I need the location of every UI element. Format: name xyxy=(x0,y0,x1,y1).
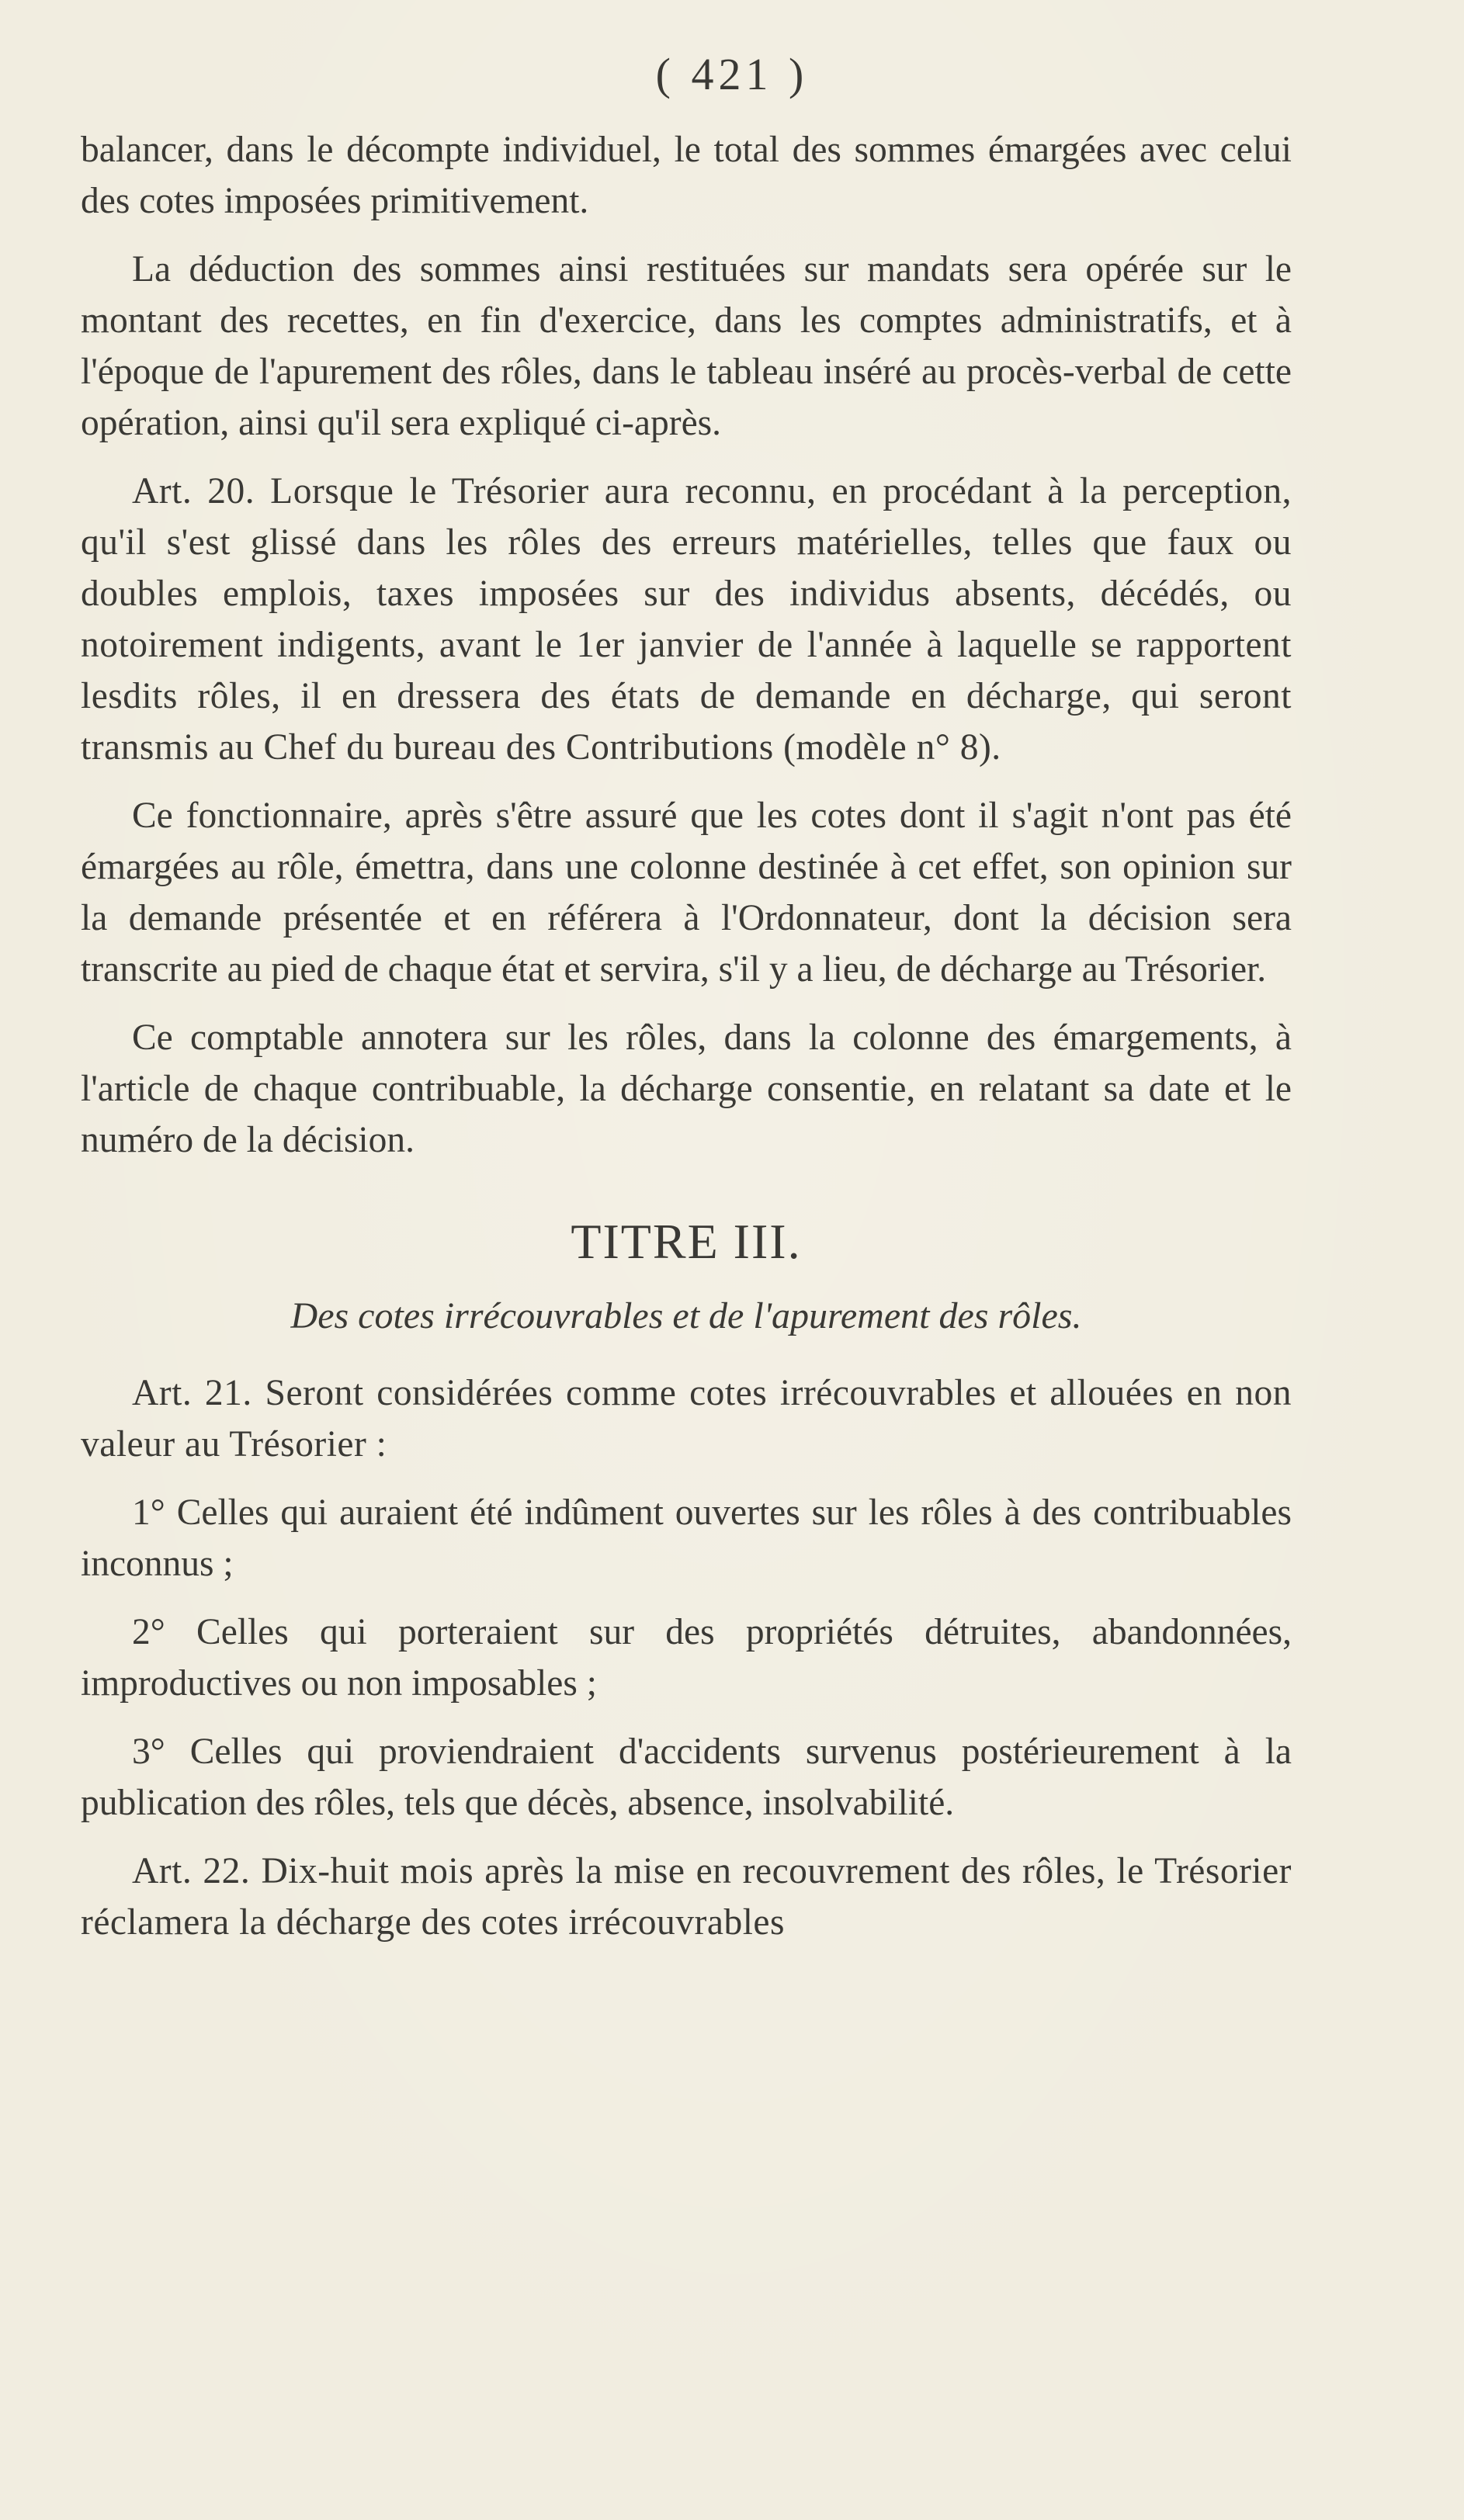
paragraph-deduction: La déduction des sommes ainsi restituées sur mandats sera opérée sur le montant des recettes, en fin d'exercice, dans les comptes administratifs, et à l'époque de l'apurement des rôles, dans le tableau inséré au procès-verbal de cette opération, ainsi qu'il sera expliqué ci-après. xyxy=(81,249,1292,443)
section-subtitle: Des cotes irrécouvrables et de l'apurement des rôles. xyxy=(290,1295,1082,1336)
page-number: ( 421 ) xyxy=(655,49,809,99)
list-item-2: 2° Celles qui porteraient sur des propriétés détruites, abandonnées, improductives ou non imposables ; xyxy=(81,1612,1292,1704)
list-item-1: 1° Celles qui auraient été indûment ouvertes sur les rôles à des contribuables inconnus ; xyxy=(81,1492,1292,1584)
paragraph-art-21: Art. 21. Seront considérées comme cotes irrécouvrables et allouées en non valeur au Trésorier : xyxy=(81,1373,1292,1465)
paragraph-continuation: balancer, dans le décompte individuel, le total des sommes émargées avec celui des cotes imposées primitivement. xyxy=(81,130,1292,221)
text-body xyxy=(81,124,1292,1948)
paragraph-art-22: Art. 22. Dix-huit mois après la mise en recouvrement des rôles, le Trésorier réclamera la décharge des cotes irrécouvrables xyxy=(81,1851,1292,1943)
list-item-3: 3° Celles qui proviendraient d'accidents survenus postérieurement à la publication des rôles, tels que décès, absence, insolvabilité. xyxy=(81,1731,1292,1823)
section-title: TITRE III. xyxy=(571,1214,802,1269)
paragraph-comptable: Ce comptable annotera sur les rôles, dans la colonne des émargements, à l'article de chaque contribuable, la décharge consentie, en relatant sa date et le numéro de la décision. xyxy=(81,1017,1292,1160)
paragraph-fonctionnaire: Ce fonctionnaire, après s'être assuré que les cotes dont il s'agit n'ont pas été émargées au rôle, émettra, dans une colonne destinée à cet effet, son opinion sur la demande présentée et en référera à l'Ordonnateur, dont la décision sera transcrite au pied de chaque état et servira, s'il y a lieu, de décharge au Trésorier. xyxy=(81,796,1292,990)
paragraph-art-20: Art. 20. Lorsque le Trésorier aura reconnu, en procédant à la perception, qu'il s'est glissé dans les rôles des erreurs matérielles, telles que faux ou doubles emplois, taxes imposées sur des individus absents, décédés, ou notoirement indigents, avant le 1er janvier de l'année à laquelle se rapportent lesdits rôles, il en dressera des états de demande en décharge, qui seront transmis au Chef du bureau des Contributions (modèle n° 8). xyxy=(81,471,1292,768)
